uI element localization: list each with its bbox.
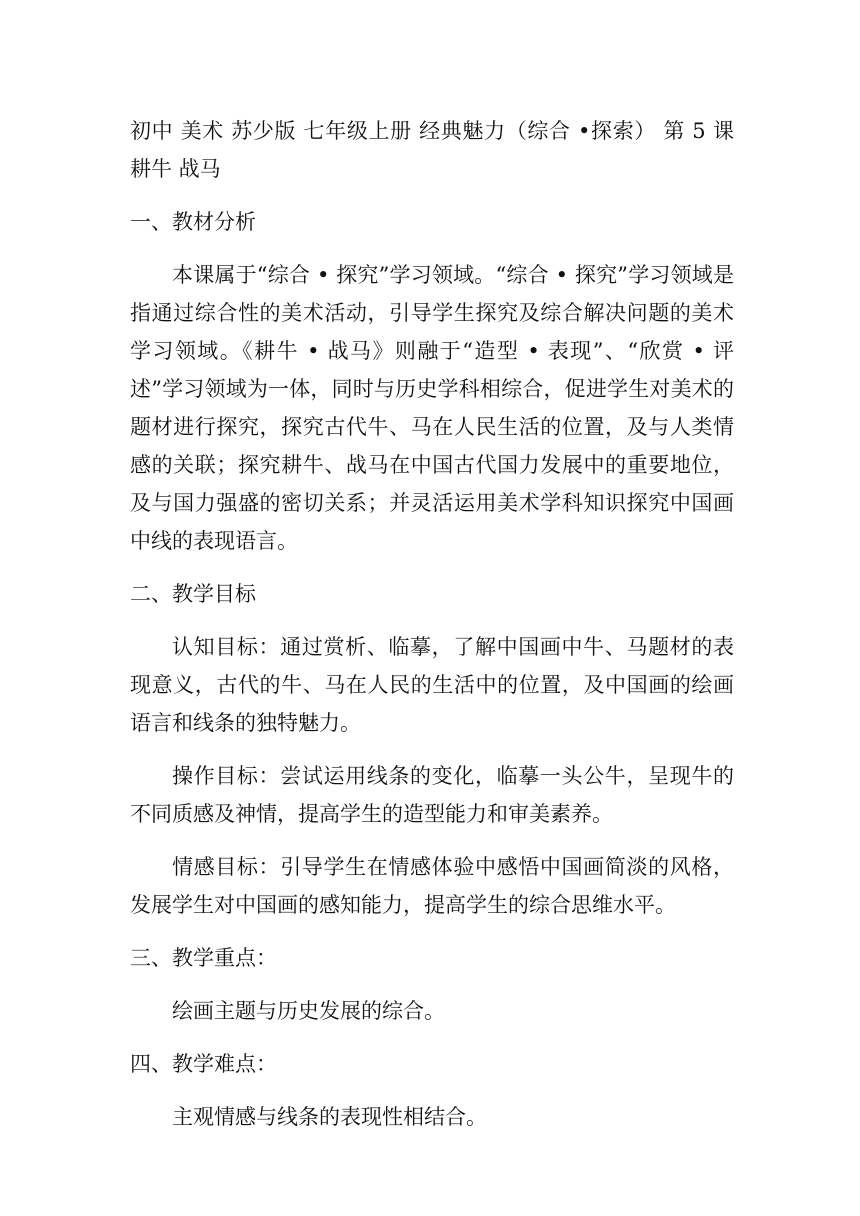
section-heading-analysis: 一、教材分析	[130, 210, 256, 234]
section-heading-difficulties: 四、教学难点：	[130, 1052, 277, 1076]
document-title: 初中 美术 苏少版 七年级上册 经典魅力（综合 •探索） 第 5 课 耕牛 战马	[130, 119, 734, 181]
objective-operation: 操作目标：尝试运用线条的变化，临摹一头公牛，呈现牛的不同质感及神情，提高学生的造型能力和审美素养。	[130, 764, 734, 826]
document-body	[130, 112, 734, 1151]
key-point-paragraph: 绘画主题与历史发展的综合。	[172, 999, 445, 1023]
section-heading-objectives: 二、教学目标	[130, 582, 256, 606]
section-heading-key-points: 三、教学重点：	[130, 946, 277, 970]
analysis-paragraph: 本课属于“综合 • 探究”学习领域。“综合 • 探究”学习领域是指通过综合性的美术活动，引导学生探究及综合解决问题的美术学习领域。《耕牛 • 战马》则融于“造型 • 表现”、“欣赏 • 评述”学习领域为一体，同时与历史学科相综合，促进学生对美术的题材进行探究，探究古代牛、马在人民生活的位置，及与人类情感的关联；探究耕牛、战马在中国古代国力发展中的重要地位，及与国力强盛的密切关系；并灵活运用美术学科知识探究中国画中线的表现语言。	[130, 263, 734, 553]
difficulty-paragraph: 主观情感与线条的表现性相结合。	[172, 1105, 487, 1129]
objective-emotion: 情感目标：引导学生在情感体验中感悟中国画简淡的风格，发展学生对中国画的感知能力，提高学生的综合思维水平。	[130, 855, 734, 917]
objective-cognitive: 认知目标：通过赏析、临摹，了解中国画中牛、马题材的表现意义，古代的牛、马在人民的生活中的位置，及中国画的绘画语言和线条的独特魅力。	[130, 635, 734, 735]
